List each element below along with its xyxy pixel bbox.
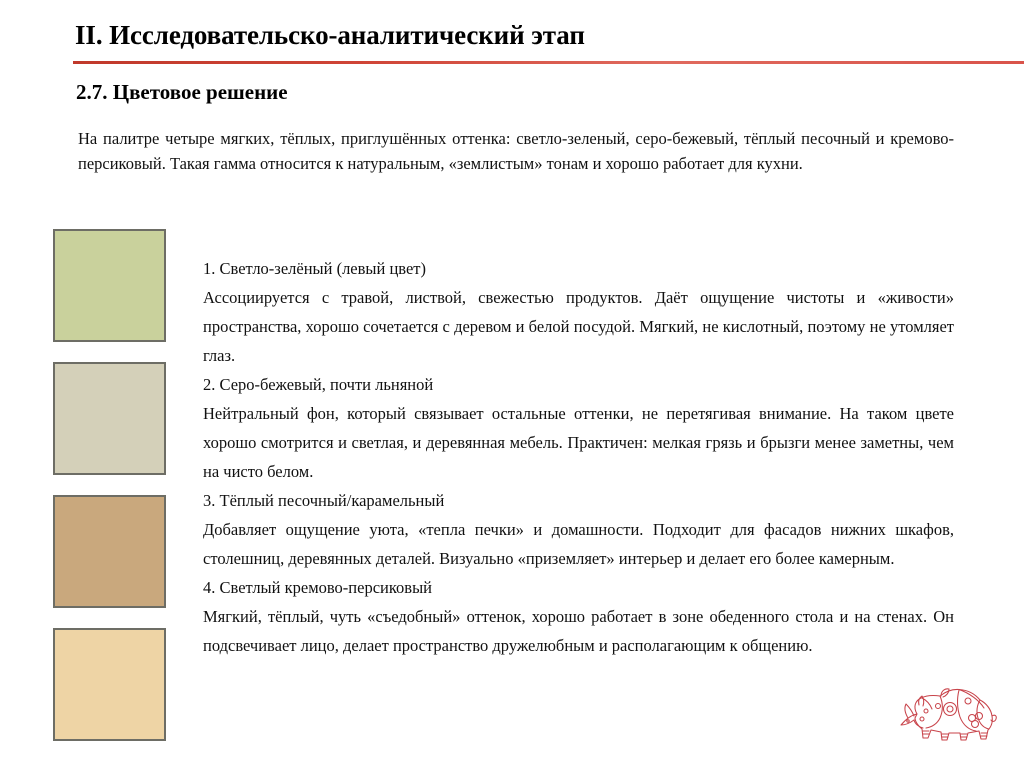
title-divider <box>73 61 1024 64</box>
rhino-icon <box>893 683 999 745</box>
color-description-body: Ассоциируется с травой, листвой, свежестью продуктов. Даёт ощущение чистоты и «живости» пространства, хорошо сочетается с деревом и белой посудой. Мягкий, не кислотный, поэтому не утомляет глаз. <box>203 288 954 365</box>
intro-paragraph: На палитре четыре мягких, тёплых, приглушённых оттенка: светло-зеленый, серо-бежевый, тёплый песочный и кремово-персиковый. Такая гамма относится к натуральным, «землистым» тонам и хорошо работает для кухни. <box>78 129 954 173</box>
color-palette <box>53 229 173 741</box>
color-description-heading: 1. Светло-зелёный (левый цвет) <box>203 259 427 278</box>
color-description-body: Добавляет ощущение уюта, «тепла печки» и домашности. Подходит для фасадов нижних шкафов, столешниц, деревянных деталей. Визуально «приземляет» интерьер и делает его более камерным. <box>203 520 954 568</box>
color-description-2 <box>203 370 954 486</box>
page-title: II. Исследовательско-аналитический этап <box>75 20 585 50</box>
color-description-1 <box>203 254 954 370</box>
color-description-heading: 4. Светлый кремово-персиковый <box>203 578 432 597</box>
color-swatch-4 <box>53 628 166 741</box>
color-description-body: Нейтральный фон, который связывает остальные оттенки, не перетягивая внимание. На таком цвете хорошо смотрится и светлая, и деревянная мебель. Практичен: мелкая грязь и брызги менее заметны, чем на чисто белом. <box>203 404 954 481</box>
color-description-3 <box>203 486 954 573</box>
color-description-heading: 2. Серо-бежевый, почти льняной <box>203 375 434 394</box>
color-description-body: Мягкий, тёплый, чуть «съедобный» оттенок, хорошо работает в зоне обеденного стола и на стенах. Он подсвечивает лицо, делает пространство дружелюбным и располагающим к общению. <box>203 607 954 655</box>
section-subtitle: 2.7. Цветовое решение <box>76 80 288 104</box>
color-swatch-1 <box>53 229 166 342</box>
color-description-heading: 3. Тёплый песочный/карамельный <box>203 491 445 510</box>
color-swatch-2 <box>53 362 166 475</box>
color-descriptions <box>203 254 954 660</box>
color-swatch-3 <box>53 495 166 608</box>
color-description-4 <box>203 573 954 660</box>
